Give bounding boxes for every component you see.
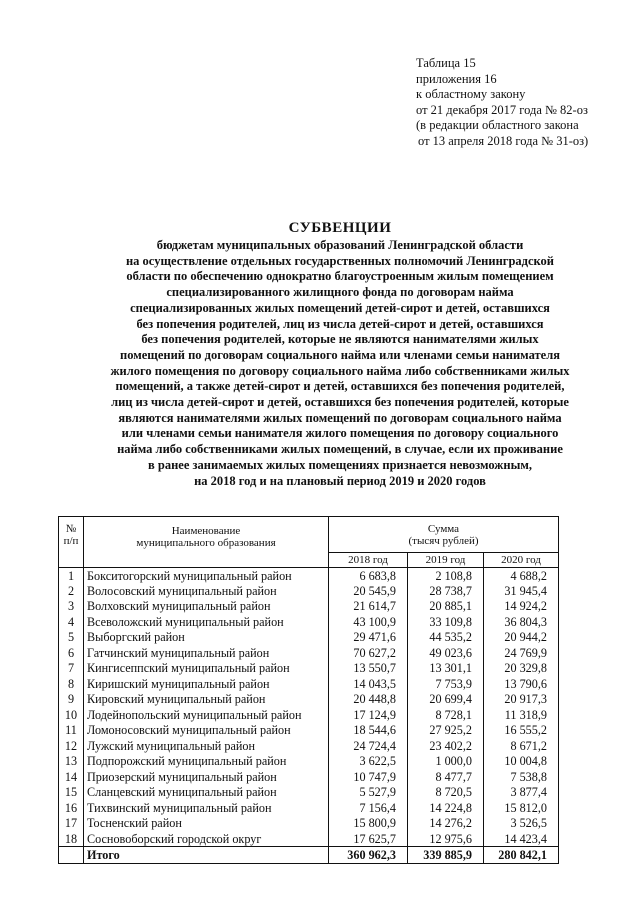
reference-line: (в редакции областного закона — [416, 118, 579, 133]
row-number: 1 — [59, 568, 84, 584]
subtitle-line: бюджетам муниципальных образований Ленинградской области — [156, 238, 524, 252]
subtitle-line: помещений по договорам социального найма или членами семьи нанимателя — [120, 347, 560, 362]
row-name: Тихвинский муниципальный район — [84, 800, 329, 816]
row-number: 17 — [59, 816, 84, 832]
row-number: 6 — [59, 645, 84, 661]
row-value-2019: 20 885,1 — [408, 599, 484, 615]
row-value-2020: 16 555,2 — [484, 723, 559, 739]
subtitle-line: являются нанимателями жилых помещений по договорам социального найма — [118, 410, 562, 425]
row-name: Приозерский муниципальный район — [84, 769, 329, 785]
row-value-2020: 31 945,4 — [484, 583, 559, 599]
row-value-2018: 3 622,5 — [329, 754, 408, 770]
row-value-2019: 49 023,6 — [408, 645, 484, 661]
row-name: Сланцевский муниципальный район — [84, 785, 329, 801]
row-number: 14 — [59, 769, 84, 785]
row-value-2019: 8 477,7 — [408, 769, 484, 785]
row-value-2018: 17 124,9 — [329, 707, 408, 723]
row-name: Сосновоборский городской округ — [84, 831, 329, 847]
header-year-2019: 2019 год — [408, 553, 484, 568]
row-value-2018: 70 627,2 — [329, 645, 408, 661]
table-row — [59, 738, 559, 754]
row-value-2018: 5 527,9 — [329, 785, 408, 801]
row-value-2018: 18 544,6 — [329, 723, 408, 739]
row-value-2020: 10 004,8 — [484, 754, 559, 770]
table-body — [59, 568, 559, 864]
total-value-2019: 339 885,9 — [408, 847, 484, 864]
total-value-2020: 280 842,1 — [484, 847, 559, 864]
header-name — [84, 517, 329, 568]
row-value-2018: 29 471,6 — [329, 630, 408, 646]
reference-line: приложения 16 — [416, 71, 497, 86]
row-value-2018: 17 625,7 — [329, 831, 408, 847]
reference-line: к областному закону — [416, 87, 526, 102]
row-number: 7 — [59, 661, 84, 677]
table-row — [59, 707, 559, 723]
row-value-2020: 3 526,5 — [484, 816, 559, 832]
row-name: Гатчинский муниципальный район — [84, 645, 329, 661]
row-name: Волховский муниципальный район — [84, 599, 329, 615]
row-name: Всеволожский муниципальный район — [84, 614, 329, 630]
row-value-2020: 11 318,9 — [484, 707, 559, 723]
subtitle-line: помещений, а также детей-сирот и детей, оставшихся без попечения родителей, — [115, 379, 565, 394]
row-value-2018: 7 156,4 — [329, 800, 408, 816]
row-value-2018: 6 683,8 — [329, 568, 408, 584]
row-value-2020: 20 944,2 — [484, 630, 559, 646]
subtitle-line: жилого помещения по договору социального найма либо собственниками жилых — [110, 363, 570, 378]
subtitle-line: специализированного жилищного фонда по договорам найма — [166, 285, 514, 300]
header-name-label: Наименование муниципального образования — [136, 525, 276, 549]
row-value-2020: 20 329,8 — [484, 661, 559, 677]
row-value-2019: 28 738,7 — [408, 583, 484, 599]
row-name: Подпорожский муниципальный район — [84, 754, 329, 770]
row-value-2020: 36 804,3 — [484, 614, 559, 630]
document-title: СУБВЕНЦИИ — [288, 220, 392, 236]
subtitle-line: лиц из числа детей-сирот и детей, оставшихся без попечения родителей, которые — [111, 395, 569, 410]
row-value-2018: 43 100,9 — [329, 614, 408, 630]
table-row — [59, 568, 559, 584]
reference-line: Таблица 15 — [416, 56, 476, 70]
row-name: Бокситогорский муниципальный район — [84, 568, 329, 584]
row-value-2018: 24 724,4 — [329, 738, 408, 754]
header-sum — [329, 517, 559, 553]
table-row — [59, 785, 559, 801]
row-value-2019: 27 925,2 — [408, 723, 484, 739]
total-value-2018: 360 962,3 — [329, 847, 408, 864]
row-number: 18 — [59, 831, 84, 847]
table-row — [59, 614, 559, 630]
subtitle-line: области по обеспечению однократно благоустроенным жилым помещением — [126, 269, 554, 284]
row-number: 12 — [59, 738, 84, 754]
reference-line: от 21 декабря 2017 года № 82-оз — [416, 102, 588, 117]
row-name: Лодейнопольский муниципальный район — [84, 707, 329, 723]
row-value-2019: 12 975,6 — [408, 831, 484, 847]
table-row — [59, 754, 559, 770]
table-row — [59, 645, 559, 661]
reference-block — [416, 56, 588, 150]
row-value-2020: 15 812,0 — [484, 800, 559, 816]
table-row — [59, 800, 559, 816]
total-number — [59, 847, 84, 864]
row-value-2018: 10 747,9 — [329, 769, 408, 785]
row-number: 8 — [59, 676, 84, 692]
row-number: 2 — [59, 583, 84, 599]
row-name: Кингисеппский муниципальный район — [84, 661, 329, 677]
row-value-2018: 15 800,9 — [329, 816, 408, 832]
row-name: Волосовский муниципальный район — [84, 583, 329, 599]
row-number: 5 — [59, 630, 84, 646]
row-value-2018: 21 614,7 — [329, 599, 408, 615]
row-number: 13 — [59, 754, 84, 770]
row-name: Лужский муниципальный район — [84, 738, 329, 754]
subtitle-line: в ранее занимаемых жилых помещениях признается невозможным, — [148, 457, 532, 472]
row-number: 10 — [59, 707, 84, 723]
table-row — [59, 599, 559, 615]
row-value-2018: 13 550,7 — [329, 661, 408, 677]
row-name: Ломоносовский муниципальный район — [84, 723, 329, 739]
subtitle-line: без попечения родителей, которые не являются нанимателями жилых — [141, 332, 539, 347]
header-year-2020: 2020 год — [484, 553, 559, 568]
row-value-2020: 14 924,2 — [484, 599, 559, 615]
row-value-2019: 14 224,8 — [408, 800, 484, 816]
row-value-2019: 8 720,5 — [408, 785, 484, 801]
row-name: Киришский муниципальный район — [84, 676, 329, 692]
subtitle-line: специализированных жилых помещений детей-сирот и детей, оставшихся — [130, 300, 550, 315]
table-row — [59, 583, 559, 599]
subsidies-table — [58, 516, 559, 864]
header-year-2018: 2018 год — [329, 553, 408, 568]
row-value-2019: 7 753,9 — [408, 676, 484, 692]
row-value-2019: 14 276,2 — [408, 816, 484, 832]
header-sum-label: Сумма (тысяч рублей) — [408, 522, 479, 547]
row-value-2020: 3 877,4 — [484, 785, 559, 801]
subtitle-line: найма либо собственниками жилых помещений, в случае, если их проживание — [117, 442, 563, 457]
row-number: 15 — [59, 785, 84, 801]
row-value-2020: 14 423,4 — [484, 831, 559, 847]
row-value-2020: 4 688,2 — [484, 568, 559, 584]
table-row — [59, 692, 559, 708]
subtitle-line: на осуществление отдельных государственных полномочий Ленинградской — [125, 253, 555, 268]
table-row — [59, 630, 559, 646]
header-number — [59, 517, 84, 568]
row-name: Кировский муниципальный район — [84, 692, 329, 708]
subtitle-line: на 2018 год и на плановый период 2019 и 2020 годов — [194, 473, 486, 488]
row-value-2018: 20 448,8 — [329, 692, 408, 708]
total-row — [59, 847, 559, 864]
row-number: 11 — [59, 723, 84, 739]
row-value-2019: 20 699,4 — [408, 692, 484, 708]
total-label: Итого — [84, 847, 329, 864]
row-name: Выборгский район — [84, 630, 329, 646]
header-number-label: № п/п — [63, 523, 79, 547]
table-row — [59, 831, 559, 847]
row-name: Тосненский район — [84, 816, 329, 832]
row-value-2020: 8 671,2 — [484, 738, 559, 754]
row-value-2019: 44 535,2 — [408, 630, 484, 646]
row-value-2018: 20 545,9 — [329, 583, 408, 599]
row-value-2019: 13 301,1 — [408, 661, 484, 677]
table-row — [59, 676, 559, 692]
row-value-2019: 1 000,0 — [408, 754, 484, 770]
reference-line: от 13 апреля 2018 года № 31-оз) — [418, 133, 589, 148]
row-value-2019: 8 728,1 — [408, 707, 484, 723]
row-number: 16 — [59, 800, 84, 816]
row-value-2018: 14 043,5 — [329, 676, 408, 692]
subtitle-line: без попечения родителей, лиц из числа детей-сирот и детей, оставшихся — [136, 316, 544, 331]
document-subtitle — [60, 238, 620, 489]
row-value-2020: 24 769,9 — [484, 645, 559, 661]
row-number: 4 — [59, 614, 84, 630]
row-value-2019: 23 402,2 — [408, 738, 484, 754]
document-heading — [60, 219, 620, 489]
subtitle-line: или членами семьи нанимателя жилого помещения по договору социального — [121, 426, 559, 441]
table-row — [59, 769, 559, 785]
row-number: 3 — [59, 599, 84, 615]
row-value-2020: 7 538,8 — [484, 769, 559, 785]
row-number: 9 — [59, 692, 84, 708]
table-row — [59, 816, 559, 832]
row-value-2020: 20 917,3 — [484, 692, 559, 708]
table-row — [59, 661, 559, 677]
row-value-2019: 2 108,8 — [408, 568, 484, 584]
row-value-2020: 13 790,6 — [484, 676, 559, 692]
table-row — [59, 723, 559, 739]
row-value-2019: 33 109,8 — [408, 614, 484, 630]
